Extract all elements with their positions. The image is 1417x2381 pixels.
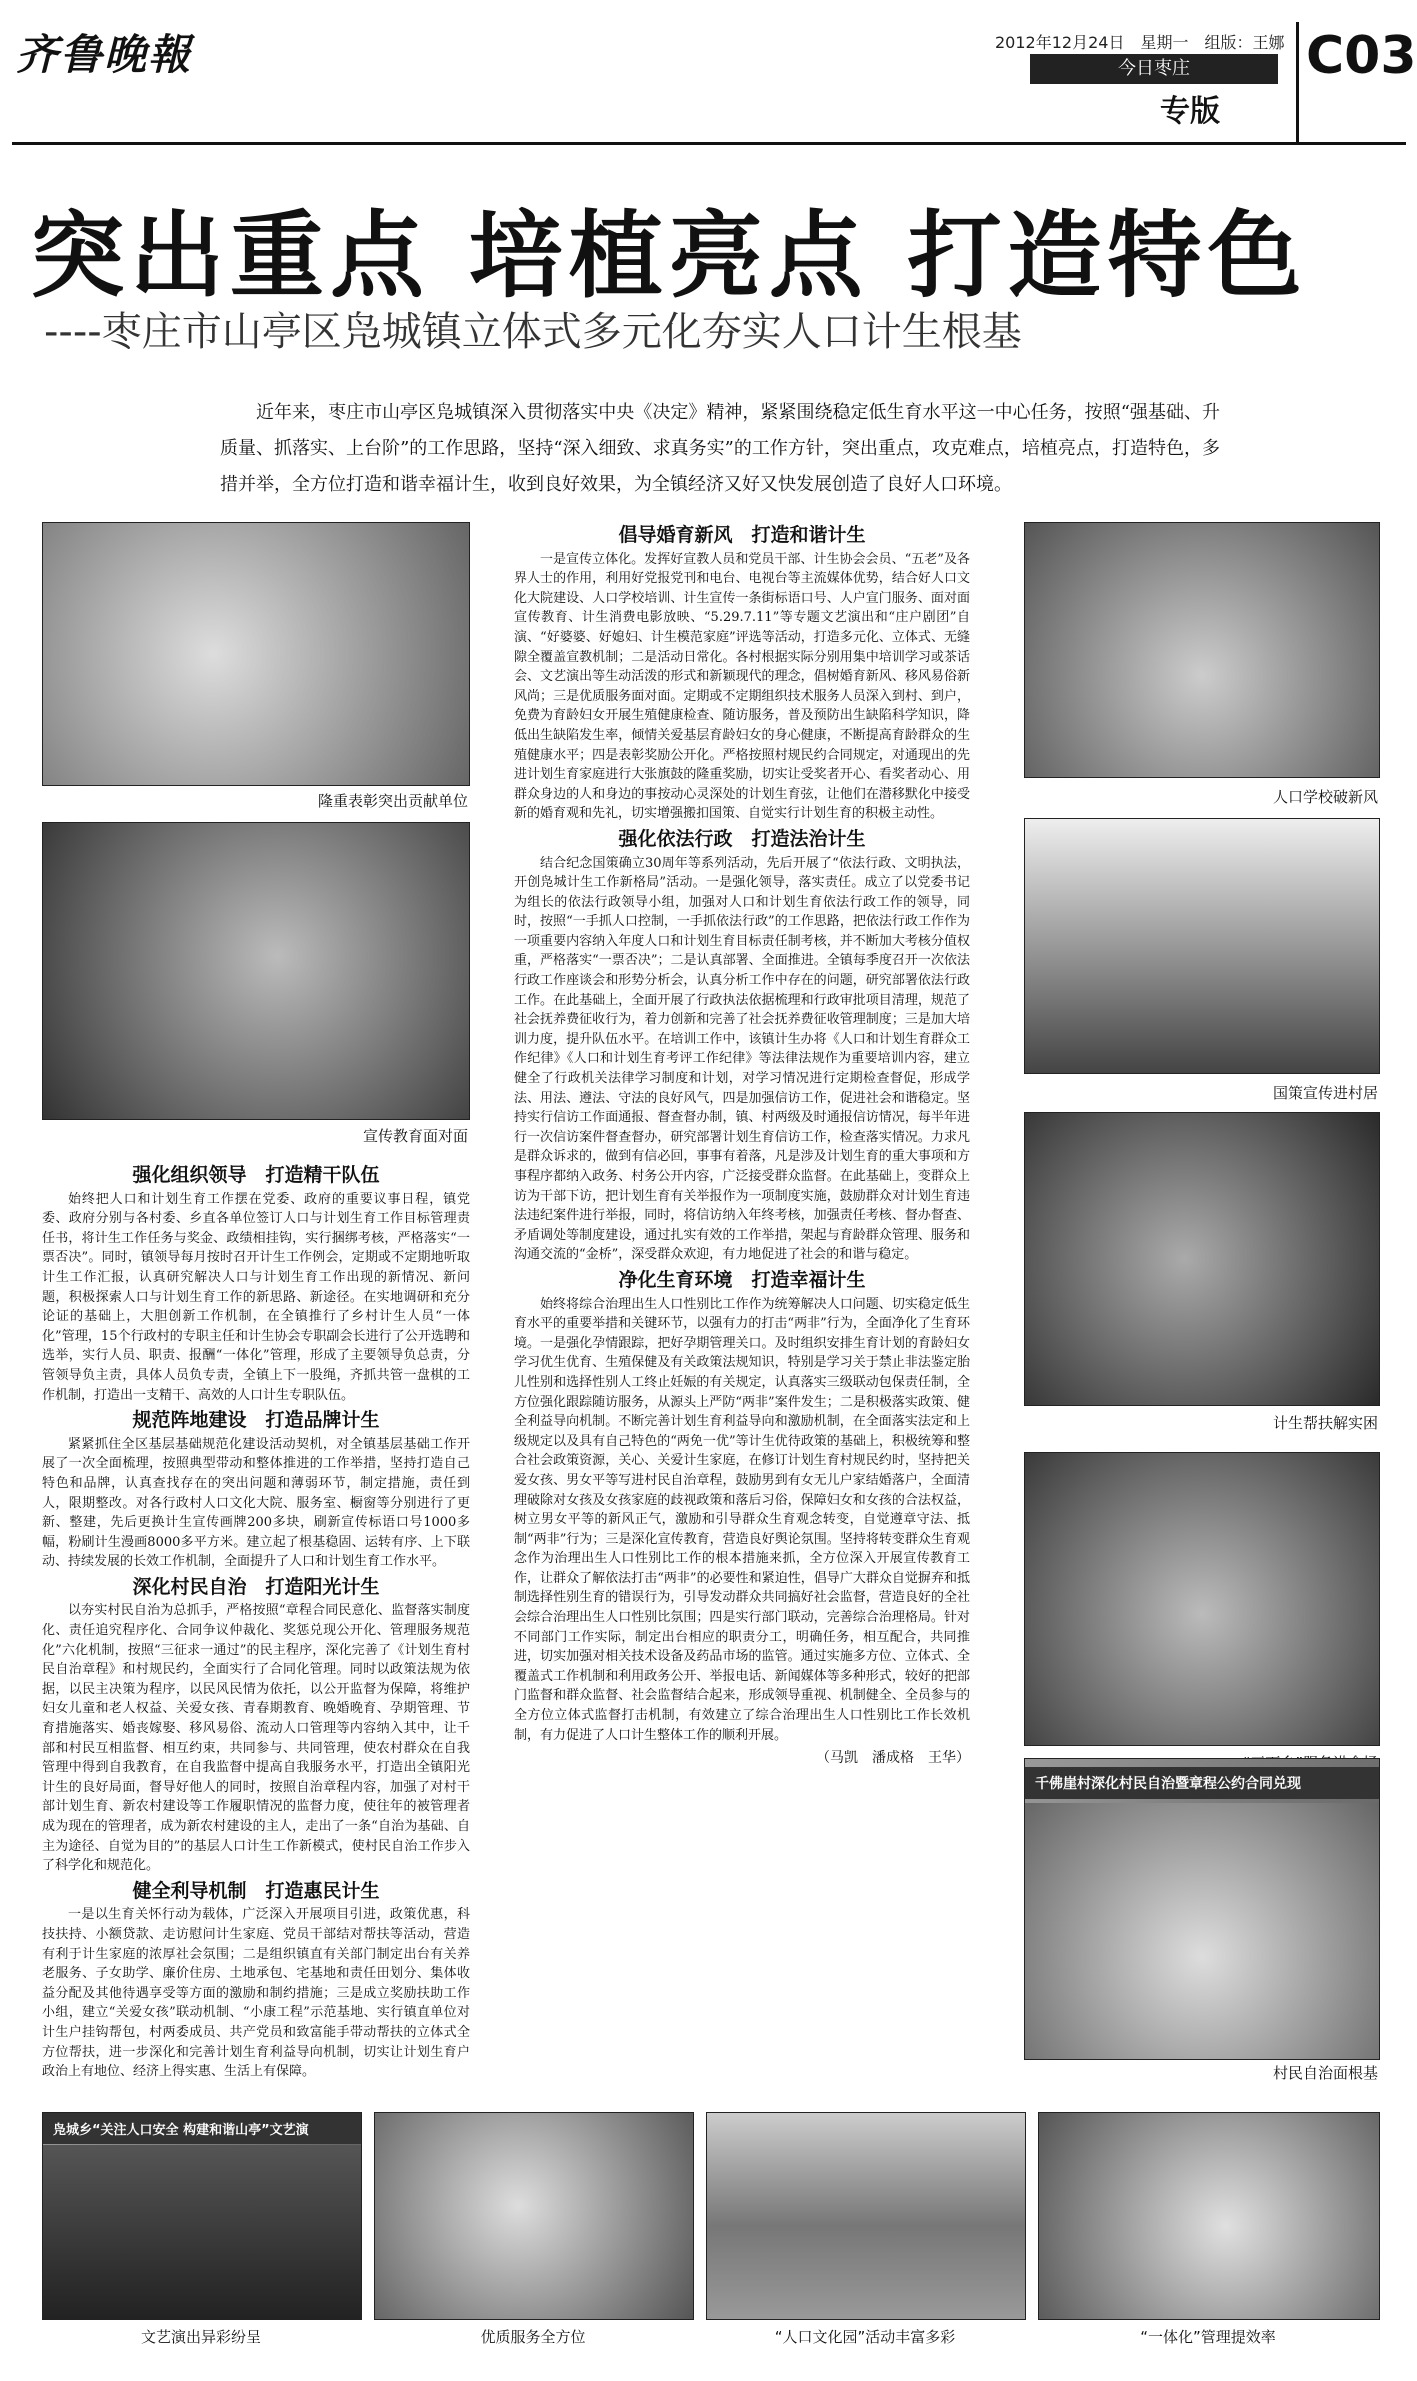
article-byline: （马凯 潘成格 王华） bbox=[816, 1750, 970, 1767]
section-badge: 今日枣庄 bbox=[1030, 54, 1278, 84]
header-divider bbox=[1296, 22, 1299, 142]
middle-article-column bbox=[514, 520, 970, 1769]
photo-culture-park-caption: “人口文化园”活动丰富多彩 bbox=[774, 2328, 956, 2346]
lead-paragraph: 近年来，枣庄市山亭区凫城镇深入贯彻落实中央《决定》精神，紧紧围绕稳定低生育水平这一中心任务，按照“强基础、升质量、抓落实、上台阶”的工作思路，坚持“深入细致、求真务实”的工作方针，突出重点，攻克难点，培植亮点，打造特色，多措并举，全方位打造和谐幸福计生，收到良好效果，为全镇经济又好又快发展创造了良好人口环境。 bbox=[220, 402, 1220, 495]
photo-three-rural bbox=[1024, 1452, 1380, 1746]
section-body: 以夯实村民自治为总抓手，严格按照“章程合同民意化、监督落实制度化、责任追究程序化、合同争议仲裁化、奖惩兑现公开化、管理服务规范化”六化机制，按照“三征求一通过”的民主程序，深化完善了《计划生育村民自治章程》和村规民约，全面实行了合同化管理。同时以政策法规为依据，以民主决策为程序，以民风民情为依托，以公开监督为保障，将维护妇女儿童和老人权益、关爱女孩、青春期教育、晚婚晚育、孕期管理、节育措施落实、婚丧嫁娶、移风易俗、流动人口管理等内容纳入其中，让千部和村民互相监督、相互约束，共同参与、共同管理，使农村群众在自我管理中得到自我教育，在自我监督中提高自我服务水平，打造出全镇阳光计生的良好局面，督导好他人的同时，按照自治章程内容，加强了对村干部计划生育、新农村建设等工作履职情况的监督力度，使往年的被管理者成为现在的管理者，成为新农村建设的主人，走出了一条“自治为基础、自主为途径、自觉为目的”的基层人口计生工作新模式，使村民自治工作步入了科学化和规范化。 bbox=[42, 1603, 470, 1874]
photo-village-autonomy-caption: 村民自治面根基 bbox=[1272, 2064, 1378, 2082]
photo-performance bbox=[42, 2112, 362, 2320]
page-subtitle: ----枣庄市山亭区凫城镇立体式多元化夯实人口计生根基 bbox=[44, 309, 1022, 355]
issue-meta: 2012年12月24日 星期一 组版：王娜 bbox=[995, 33, 1285, 52]
section-body: 始终将综合治理出生人口性别比工作作为统筹解决人口问题、切实稳定低生育水平的重要举措和关键环节，以强有力的打击“两非”行为，全面净化了生育环境。一是强化孕情跟踪，把好孕期管理关口。及时组织安排生育计划的育龄妇女学习优生优育、生殖保健及有关政策法规知识，特别是学习关于禁止非法鉴定胎儿性别和选择性别人工终止妊娠的有关规定，认真落实三级联动包保责任制，全方位强化跟踪随访服务，从源头上严防“两非”案件发生；二是积极落实政策、健全利益导向机制。不断完善计划生育利益导向和激励机制，在全面落实法定和上级规定以及具有自己特色的“两免一优”等计生优待政策的基础上，积极统筹和整合社会政策资源，关心、关爱计生家庭，在修订计划生育村规民约时，坚持把关爱女孩、男女平等写进村民自治章程，鼓励男到有女无儿户家结婚落户，全面清理破除对女孩及女孩家庭的歧视政策和落后习俗，保障妇女和女孩的合法权益，树立男女平等的新风正气，激励和引导群众生育观念转变，自觉遵章守法、抵制“两非”行为；三是深化宣传教育，营造良好舆论氛围。坚持将转变群众生育观念作为治理出生人口性别比工作的根本措施来抓，全方位深入开展宣传教育工作，让群众了解依法打击“两非”的必要性和紧迫性，倡导广大群众自觉摒弃和抵制选择性别生育的错误行为，引导发动群众共同搞好社会监督，营造良好的全社会综合治理出生人口性别比氛围；四是实行部门联动，完善综合治理格局。针对不同部门工作实际，制定出台相应的职责分工，明确任务，相互配合，共同推进，切实加强对相关技术设备及药品市场的监管。通过实施多方位、立体式、全覆盖式工作机制和利用政务公开、举报电话、新闻媒体等多种形式，较好的把部门监督和群众监督、社会监督结合起来，形成领导重视、机制健全、全员参与的全方位立体式监督打击机制，有效建立了综合治理出生人口性别比工作长效机制，有力促进了人口计生整体工作的顺利开展。 bbox=[514, 1296, 970, 1743]
photo-integration-caption: “一体化”管理提效率 bbox=[1140, 2328, 1276, 2346]
photo-quality-service bbox=[374, 2112, 694, 2320]
photo-assistance bbox=[1024, 1112, 1380, 1406]
photo-population-school bbox=[1024, 522, 1380, 778]
photo-assistance-caption: 计生帮扶解实困 bbox=[1272, 1414, 1378, 1432]
photo-culture-park bbox=[706, 2112, 1026, 2320]
photo-banner: 凫城乡“关注人口安全 构建和谐山亭”文艺演 bbox=[43, 2113, 361, 2144]
header-rule bbox=[12, 142, 1406, 145]
photo-village-autonomy bbox=[1024, 1758, 1380, 2060]
section-heading: 健全利导机制 打造惠民计生 bbox=[132, 1879, 380, 1902]
section-body: 一是宣传立体化。发挥好宣教人员和党员干部、计生协会会员、“五老”及各界人士的作用，利用好党报党刊和电台、电视台等主流媒体优势，结合好人口文化大院建设、人口学校培训、计生宣传一条街标语口号、人户宣门服务、面对面宣传教育、计生消费电影放映、“5.29.7.11”等专题文艺演出和“庄户剧团”自演、“好婆婆、好媳妇、计生模范家庭”评选等活动，打造多元化、立体式、无缝隙全覆盖宣教机制；二是活动日常化。各村根据实际分别用集中培训学习或茶话会、文艺演出等生动活泼的形式和新颖现代的理念，倡树婚育新风、移风易俗新风尚；三是优质服务面对面。定期或不定期组织技术服务人员深入到村、到户，免费为育龄妇女开展生殖健康检查、随访服务，普及预防出生缺陷科学知识，降低出生缺陷发生率，倾情关爱基层育龄妇女的身心健康，不断提高育龄群众的生殖健康水平；四是表彰奖励公开化。严格按照村规民约合同规定，对通现出的先进计划生育家庭进行大张旗鼓的隆重奖励，切实让受奖者开心、看奖者动心、用群众身边的人和身边的事按动心灵深处的计划生育弦，让他们在潜移默化中接受新的婚育观和先礼，切实增强搬扣国策、自觉实行计划生育的积极主动性。 bbox=[514, 551, 970, 822]
section-body: 始终把人口和计划生育工作摆在党委、政府的重要议事日程，镇党委、政府分别与各村委、乡直各单位签订人口与计划生育工作目标管理责任书，将计生工作任务与奖金、政绩相挂钩，实行捆绑考核，严格落实“一票否决”。同时，镇领导每月按时召开计生工作例会，定期或不定期地听取计生工作汇报，认真研究解决人口与计划生育工作出现的新情况、新问题，积极探索人口与计划生育工作的新思路、新途径。在实地调研和充分论证的基础上，大胆创新工作机制，在全镇推行了乡村计生人员“一体化”管理，15个行政村的专职主任和计生协会专职副会长进行了公开选聘和选举，实行人员、职责、报酬“一体化”管理，形成了主要领导负总责，分管领导负主责，具体人员负专责，全镇上下一股绳，齐抓共管一盘棋的工作机制，打造出一支精干、高效的人口计生专职队伍。 bbox=[42, 1191, 470, 1403]
section-heading: 净化生育环境 打造幸福计生 bbox=[618, 1268, 866, 1291]
page-title: 突出重点 培植亮点 打造特色 bbox=[30, 202, 1308, 311]
photo-policy-village-caption: 国策宣传进村居 bbox=[1272, 1084, 1378, 1102]
photo-integration bbox=[1038, 2112, 1380, 2320]
section-heading: 强化依法行政 打造法治计生 bbox=[618, 827, 866, 850]
photo-publicity-caption: 宣传教育面对面 bbox=[362, 1127, 468, 1145]
section-label: 专版 bbox=[1160, 94, 1220, 129]
photo-banner: 千佛崖村深化村民自治暨章程公约合同兑现 bbox=[1025, 1767, 1379, 1799]
section-heading: 规范阵地建设 打造品牌计生 bbox=[132, 1409, 380, 1432]
photo-policy-village bbox=[1024, 818, 1380, 1074]
left-article-column bbox=[42, 1160, 470, 2082]
page-number: C03 bbox=[1306, 26, 1417, 86]
photo-performance-caption: 文艺演出异彩纷呈 bbox=[140, 2328, 261, 2346]
photo-quality-service-caption: 优质服务全方位 bbox=[480, 2328, 586, 2346]
section-heading: 强化组织领导 打造精干队伍 bbox=[132, 1164, 380, 1186]
section-body: 结合纪念国策确立30周年等系列活动，先后开展了“依法行政、文明执法，开创凫城计生工作新格局”活动。一是强化领导，落实责任。成立了以党委书记为组长的依法行政领导小组，加强对人口和计划生育依法行政工作的领导，同时，按照“一手抓人口控制，一手抓依法行政”的工作思路，把依法行政工作作为一项重要内容纳入年度人口和计划生育目标责任制考核，并不断加大考核分值权重，严格落实“一票否决”；二是认真部署、全面推进。全镇每季度召开一次依法行政工作座谈会和形势分析会，认真分析工作中存在的问题，研究部署依法行政工作。在此基础上，全面开展了行政执法依据梳理和行政审批项目清理，规范了社会抚养费征收行为，着力创新和完善了社会抚养费征收管理制度；三是加大培训力度，提升队伍水平。在培训工作中，该镇计生办将《人口和计划生育群众工作纪律》《人口和计划生育考评工作纪律》等法律法规作为重要培训内容，建立健全了行政机关法律学习制度和计划，对学习情况进行定期检查督促，形成学法、用法、遵法、守法的良好风气，四是加强信访工作，促进社会和谐稳定。坚持实行信访工作面通报、督查督办制，镇、村两级及时通报信访情况，每半年进行一次信访案件督查督办，研究部署计划生育信访工作，检查落实情况。力求凡是群众诉求的，做到有信必回，事事有着落，凡是涉及计划生育的重大事项和方事程序都纳入政务、村务公开内容，广泛接受群众监督。在此基础上，变群众上访为干部下访，把计划生育有关举报作为一项制度实施，鼓励群众对计划生育违法违纪案件进行举报，同时，将信访纳入年终考核，加强责任考核、督办督查、矛盾调处等制度建设，通过扎实有效的工作举措，架起与育龄群众管理、服务和沟通交流的“金桥”，深受群众欢迎，有力地促进了社会的和谐与稳定。 bbox=[514, 855, 970, 1263]
newspaper-masthead: 齐鲁晚報 bbox=[16, 30, 193, 79]
section-body: 紧紧抓住全区基层基础规范化建设活动契机，对全镇基层基础工作开展了一次全面梳理，按照典型带动和整体推进的工作举措，坚持打造自己特色和品牌，认真查找存在的突出问题和薄弱环节，制定措施，责任到人，限期整改。对各行政村人口文化大院、服务室、橱窗等分别进行了更新、整建，先后更换计生宣传画牌200多块，刷新宣传标语口号1000多幅，粉刷计生漫画8000多平方米。建立起了根基稳固、运转有序、上下联动、持续发展的长效工作机制，全面提升了人口和计划生育工作水平。 bbox=[42, 1436, 470, 1570]
photo-award-caption: 隆重表彰突出贡献单位 bbox=[317, 792, 468, 810]
photo-award bbox=[42, 522, 470, 786]
section-heading: 深化村民自治 打造阳光计生 bbox=[132, 1575, 380, 1598]
photo-publicity bbox=[42, 822, 470, 1120]
section-heading: 倡导婚育新风 打造和谐计生 bbox=[618, 524, 866, 546]
section-body: 一是以生育关怀行动为载体，广泛深入开展项目引进，政策优惠，科技扶持、小额贷款、走访慰问计生家庭、党员干部结对帮扶等活动，营造有利于计生家庭的浓厚社会氛围；二是组织镇直有关部门制定出台有关养老服务、子女助学、廉价住房、土地承包、宅基地和责任田划分、集体收益分配及其他待遇享受等方面的激励和制约措施；三是成立奖励扶助工作小组，建立“关爱女孩”联动机制、“小康工程”示范基地、实行镇直单位对计生户挂钩帮包，村两委成员、共产党员和致富能手带动帮扶的立体式全方位帮扶，进一步深化和完善计划生育利益导向机制，切实让计划生育户政治上有地位、经济上得实惠、生活上有保障。 bbox=[42, 1907, 470, 2080]
photo-population-school-caption: 人口学校破新风 bbox=[1272, 788, 1378, 806]
